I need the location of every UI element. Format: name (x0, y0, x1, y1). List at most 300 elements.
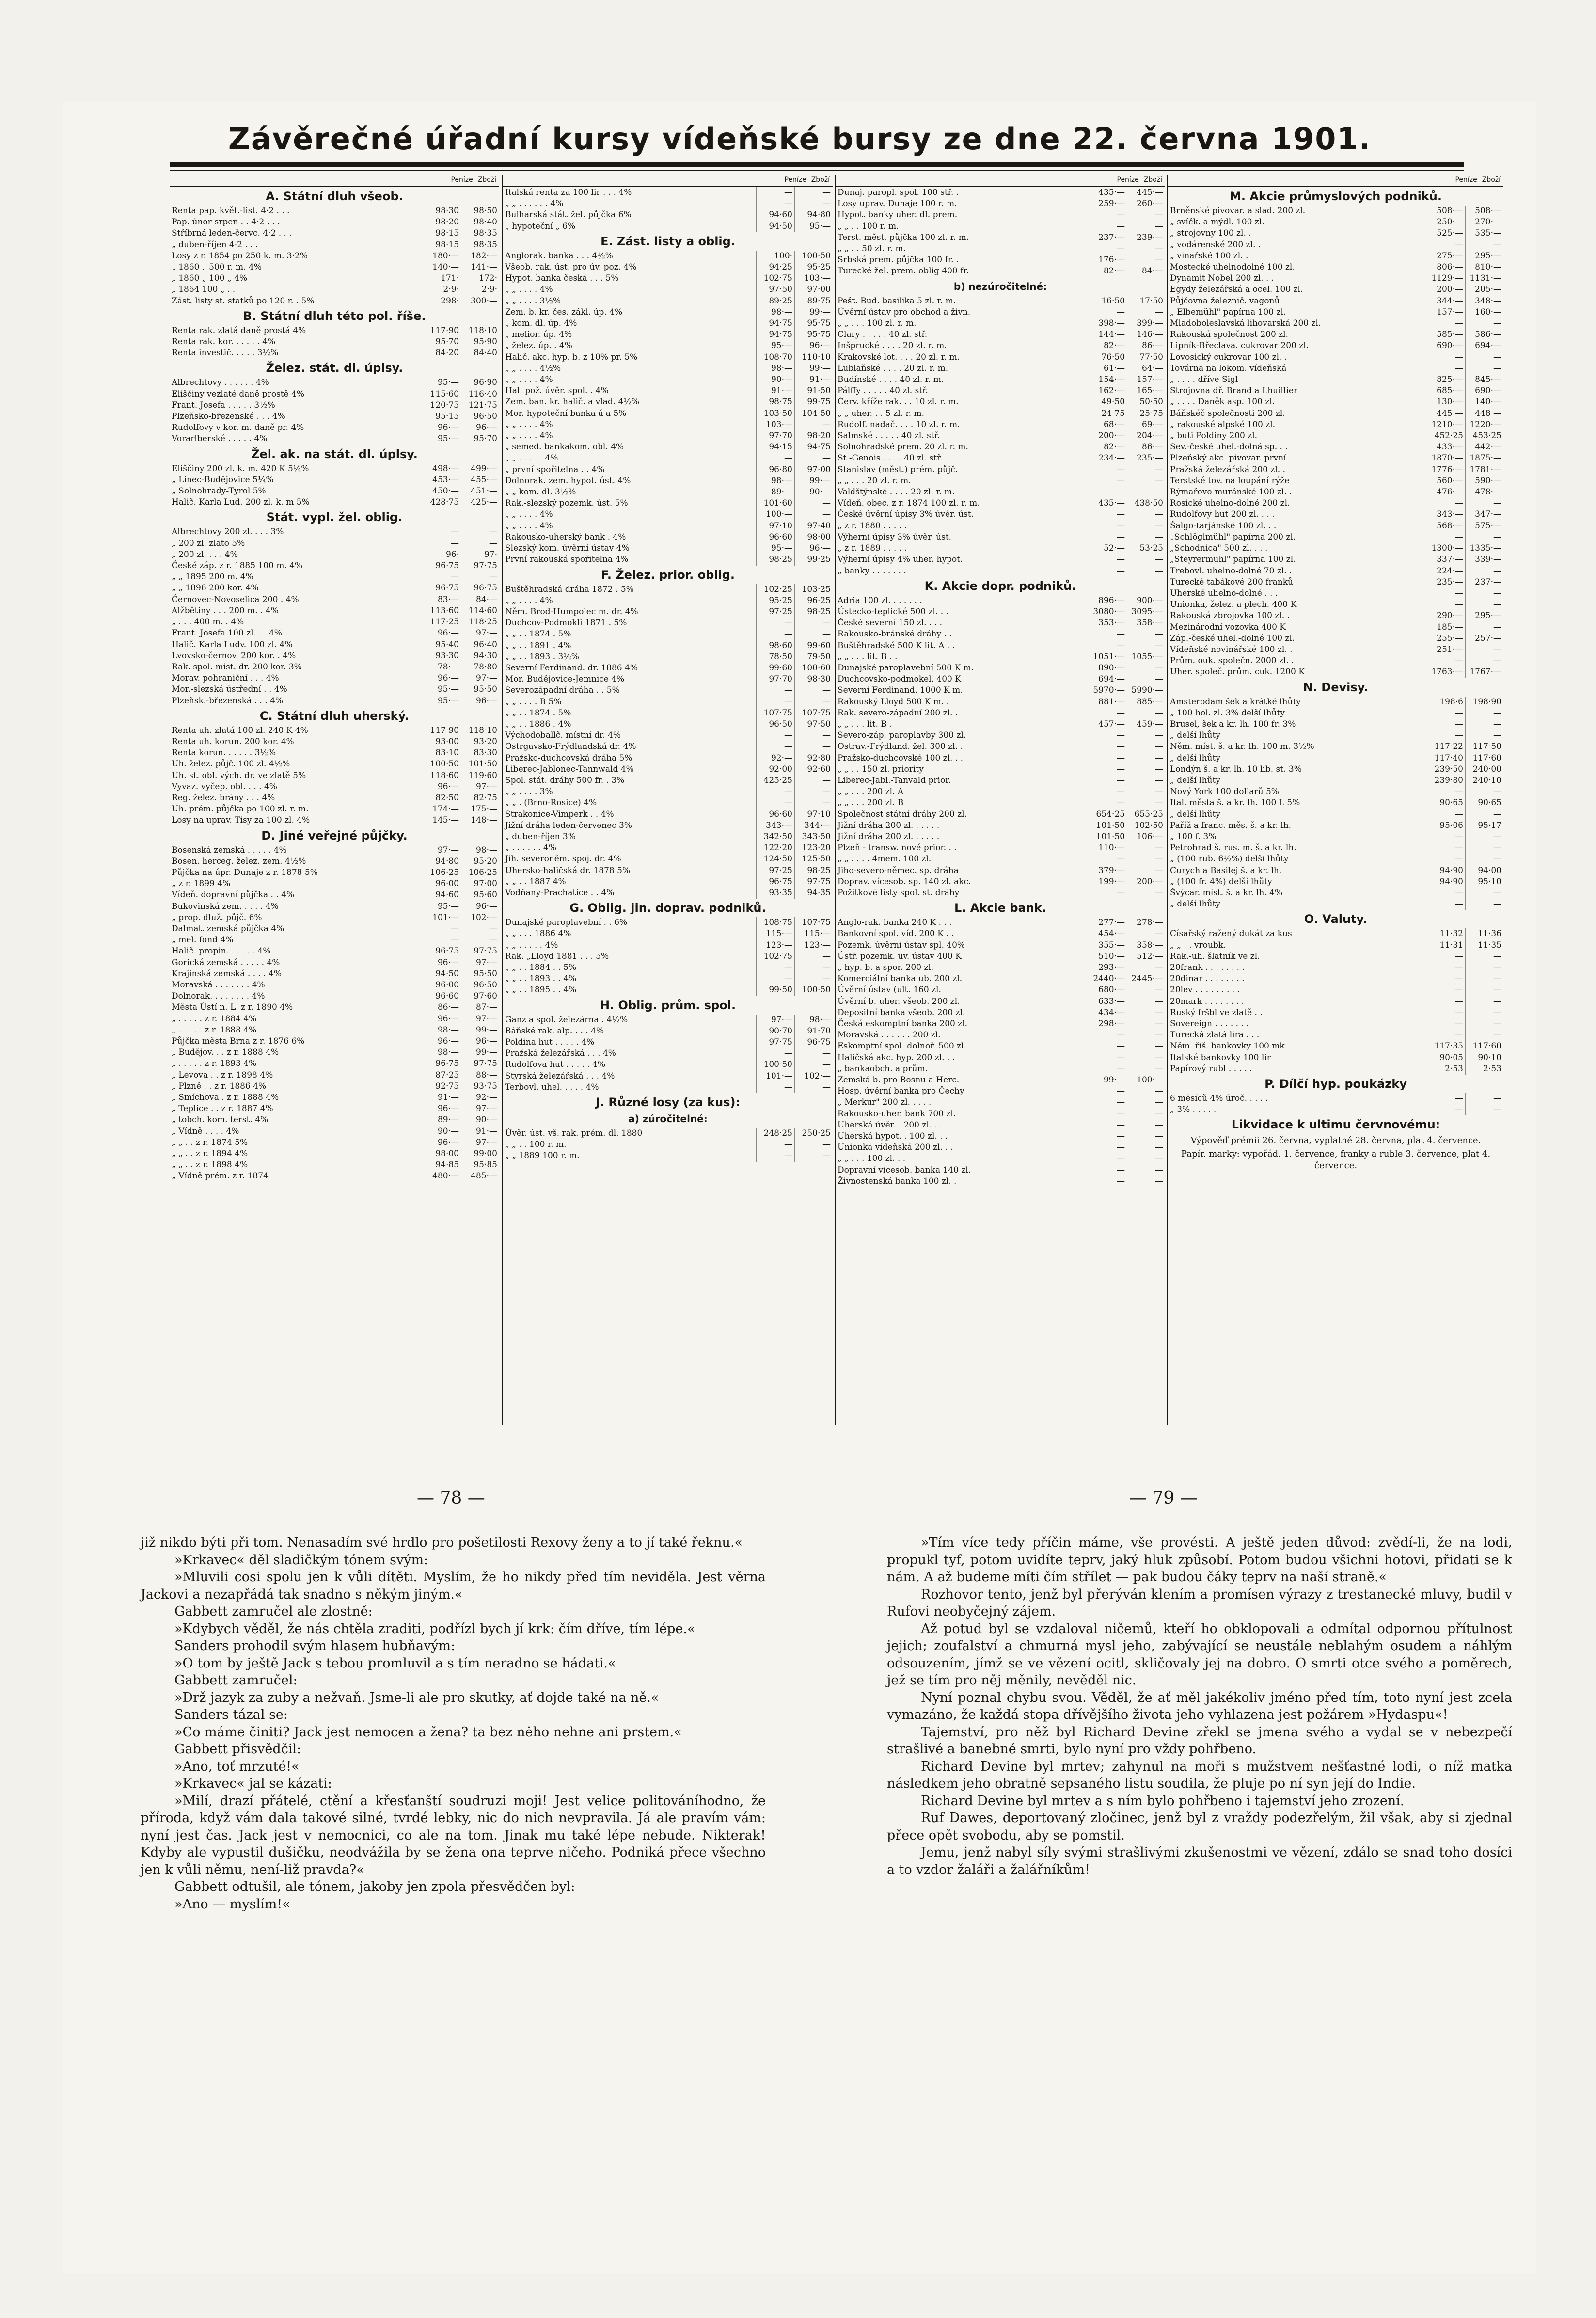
table-row (503, 521, 833, 532)
ask-price: 93·20 (461, 736, 499, 747)
ask-price: 95·85 (461, 1159, 499, 1171)
ask-price: 97·— (461, 628, 499, 639)
bid-price: — (1089, 532, 1127, 543)
bid-price: 96·75 (423, 946, 461, 957)
security-name: Pozemk. úvěrní ústav spl. 40% (838, 940, 965, 950)
table-row (503, 876, 833, 888)
exchange-rate-table (170, 175, 1502, 1425)
security-name: Solnohradské prem. 20 zl. r. m. (838, 442, 968, 452)
security-name: „ delší lhůty (1170, 753, 1220, 763)
bid-price: 825·— (1427, 374, 1465, 385)
bid-price: 99·50 (756, 984, 794, 996)
security-name: „ vodárenské 200 zl. . (1170, 239, 1261, 250)
security-name: Budínské . . . . 40 zl. r. m. (838, 375, 944, 385)
security-name: Brusel, šek a kr. lh. 100 fr. 3% (1170, 719, 1296, 729)
table-row (836, 1007, 1165, 1018)
table-row (1168, 487, 1503, 498)
bid-price: 96·— (423, 1014, 461, 1025)
paragraph: Sanders tázal se: (174, 1707, 288, 1722)
security-name: „ „ . . . lit. B . . (838, 651, 898, 662)
bid-price: 101·50 (1089, 820, 1127, 831)
table-row (1168, 1064, 1503, 1075)
security-name: Dopravní vícesob. banka 140 zl. (838, 1165, 971, 1175)
ask-price: 92·— (461, 1092, 499, 1103)
bid-price: — (756, 786, 794, 797)
bid-price: 97·— (756, 1015, 794, 1026)
table-row (503, 697, 833, 708)
table-row (836, 917, 1165, 928)
table-row (503, 629, 833, 640)
bid-price: 98·15 (423, 239, 461, 251)
ask-price: 97·75 (461, 1058, 499, 1069)
ask-price: 117·60 (1465, 1041, 1503, 1052)
ask-price: — (1127, 1142, 1165, 1153)
table-row (170, 377, 499, 388)
security-name: Dunajské paroplavební . . 6% (505, 918, 628, 928)
security-name: Unionka, želez. a plech. 400 K (1170, 600, 1297, 610)
table-row (170, 605, 499, 617)
bid-price: — (1089, 221, 1127, 232)
ask-price: — (794, 618, 833, 629)
security-name: Rak.-slezský pozemk. úst. 5% (505, 498, 628, 508)
table-row (170, 594, 499, 605)
ask-price: 204·— (1127, 430, 1165, 442)
bid-price: — (756, 697, 794, 708)
ask-price: 97·75 (461, 946, 499, 957)
bid-price: 87·25 (423, 1070, 461, 1081)
ask-price: 97·75 (461, 560, 499, 572)
bid-price: — (1089, 554, 1127, 565)
security-name: Vyvaz. vyčep. obl. . . . 4% (172, 781, 277, 792)
ask-price: 344·— (794, 820, 833, 831)
ask-price: — (1127, 1153, 1165, 1164)
ask-price: 91·50 (794, 385, 833, 397)
bid-price: 94·90 (1427, 876, 1465, 888)
ask-price: 810·— (1465, 262, 1503, 273)
ask-price: 95·17 (1465, 820, 1503, 831)
section-heading: M. Akcie průmyslových podniků. (1229, 190, 1442, 203)
ask-price: — (794, 198, 833, 209)
ask-price: 575·— (1465, 521, 1503, 532)
table-row (503, 363, 833, 374)
table-row (170, 1025, 499, 1036)
bid-price: — (1427, 809, 1465, 820)
ask-price: 102·50 (1127, 820, 1165, 831)
table-row (1168, 831, 1503, 842)
bid-price: — (1089, 854, 1127, 865)
bid-price: — (423, 572, 461, 583)
ask-price: 96·75 (794, 1037, 833, 1048)
ask-price: — (1127, 1109, 1165, 1120)
security-name: Terst. měst. půjčka 100 zl. r. m. (838, 232, 969, 242)
bid-price: 96·— (423, 422, 461, 433)
security-name: „ rakouské alpské 100 zl. (1170, 419, 1276, 429)
bid-price: 96·60 (423, 991, 461, 1002)
ask-price: — (1127, 1030, 1165, 1041)
security-name: „ „ . . . lit. B . (838, 719, 892, 729)
ask-price: 97·— (461, 1137, 499, 1148)
ask-price: 2·9· (461, 284, 499, 295)
section-heading: E. Zást. listy a oblig. (600, 234, 735, 248)
security-name: Mostecké uhelnodolné 100 zl. (1170, 262, 1295, 272)
table-row (836, 476, 1165, 487)
bid-price: — (1427, 588, 1465, 599)
table-row (503, 730, 833, 741)
security-name: „ . . . 400 m. . 4% (172, 617, 244, 627)
bid-price: 96·— (423, 1103, 461, 1114)
table-row (170, 1014, 499, 1025)
bid-price: 78·50 (756, 651, 794, 663)
table-row (836, 187, 1165, 198)
bid-price: 337·— (1427, 554, 1465, 565)
security-name: „ „ . . . 200 zl. B (838, 798, 904, 808)
bid-price: 106·25 (423, 867, 461, 878)
bid-price: 96·00 (423, 878, 461, 889)
page-number-right: — 79 — (1129, 1488, 1198, 1508)
paper-sheet (63, 102, 1536, 2273)
bid-price: — (1427, 1030, 1465, 1041)
security-name: Severní Ferdinand. dr. 1886 4% (505, 663, 638, 673)
bid-price: 95·25 (756, 595, 794, 606)
table-row (1168, 940, 1503, 951)
ask-price: — (1465, 318, 1503, 329)
bid-price: 95·— (423, 377, 461, 388)
security-name: Úvěrní ústav pro obchod a živn. (838, 307, 971, 317)
table-row (503, 442, 833, 453)
table-row (170, 867, 499, 878)
ask-price: 90·— (461, 1114, 499, 1126)
bid-price: 115·60 (423, 389, 461, 400)
table-row (1168, 899, 1503, 910)
bid-price: 162·— (1089, 385, 1127, 397)
security-name: „ melior. úp. 4% (505, 330, 572, 340)
ask-price: 96·75 (461, 583, 499, 594)
security-name: Rakouská zbrojovka 100 zl. . (1170, 611, 1290, 621)
security-name: Plzeňsk.-březenská . . . 4% (172, 696, 284, 706)
ask-price: 96·— (794, 340, 833, 351)
table-row (836, 487, 1165, 498)
security-name: Poldina hut . . . . . 4% (505, 1037, 595, 1048)
section-heading: B. Státní dluh této pol. říše. (243, 309, 426, 323)
bid-price: 86·— (423, 1002, 461, 1013)
ask-price: 1875·— (1465, 453, 1503, 464)
bid-price: 450·— (423, 486, 461, 497)
table-row (836, 831, 1165, 842)
ask-price: 106·— (1127, 831, 1165, 842)
security-name: „ „ . . . 100 zl. r. m. (838, 318, 917, 329)
ask-price: — (1127, 566, 1165, 577)
security-name: Uherské uhelno-dolné . . . (1170, 588, 1278, 598)
security-name: Plzeň - transw. nové prior. . . (838, 843, 957, 853)
security-name: „ „ . . . 200 zl. A (838, 787, 904, 797)
ask-price: 343·50 (794, 831, 833, 842)
security-name: Duchcovsko-podmokel. 400 K (838, 674, 961, 684)
bid-price: 101·60 (756, 498, 794, 509)
column-header (1168, 175, 1503, 187)
table-row (836, 940, 1165, 951)
security-name: Slezský kom. úvěrní ústav 4% (505, 543, 630, 554)
ask-price: 97·— (461, 1014, 499, 1025)
table-row (170, 1070, 499, 1081)
bid-price: 96·80 (756, 464, 794, 476)
ask-price: 175·— (461, 804, 499, 815)
ask-price: 64·— (1127, 363, 1165, 374)
bid-price: 457·— (1089, 719, 1127, 730)
ask-price: 1781·— (1465, 464, 1503, 476)
ask-price: 11·35 (1465, 940, 1503, 951)
bid-price: 95·— (756, 543, 794, 554)
bid-price: 568·— (1427, 521, 1465, 532)
ask-price: — (794, 498, 833, 509)
table-row (1168, 543, 1503, 554)
ask-price: — (1127, 243, 1165, 254)
bid-price: — (1427, 532, 1465, 543)
security-name: Renta rak. kor. . . . . . 4% (172, 337, 276, 347)
table-row (170, 475, 499, 486)
table-row (836, 296, 1165, 307)
table-row (1168, 719, 1503, 730)
ask-price: 100·50 (794, 984, 833, 996)
paragraph: Sanders prohodil svým hlasem hubňavým: (174, 1638, 456, 1653)
table-row (503, 786, 833, 797)
ask-price: 98·20 (794, 430, 833, 442)
table-row (170, 1171, 499, 1182)
table-row (1168, 521, 1503, 532)
bid-price: — (1089, 786, 1127, 797)
ask-price: 96·25 (794, 595, 833, 606)
page-number-left: — 78 — (417, 1488, 485, 1508)
ask-price: — (1127, 797, 1165, 809)
bid-price: — (1427, 1007, 1465, 1018)
security-name: Severní Ferdinand. 1000 K m. (838, 685, 963, 696)
table-row (1168, 566, 1503, 577)
table-row (503, 453, 833, 464)
bid-price: — (1089, 521, 1127, 532)
ask-price: 96·— (461, 1036, 499, 1047)
ask-price: — (794, 187, 833, 198)
bid-price: — (1089, 1176, 1127, 1187)
table-row (836, 1142, 1165, 1153)
ask-price: 182·— (461, 251, 499, 262)
bid-price: 89·25 (756, 296, 794, 307)
bid-price: 82·50 (423, 793, 461, 804)
security-name: Uher. společ. prům. cuk. 1200 K (1170, 667, 1305, 677)
bid-price: 97·70 (756, 430, 794, 442)
security-name: Rakousko-bránské dráhy . . (838, 629, 952, 639)
table-row (1168, 854, 1503, 865)
table-row (503, 296, 833, 307)
security-name: „ 1860 „ 100 „ 4% (172, 273, 248, 284)
ask-price: — (1465, 498, 1503, 509)
table-row (836, 198, 1165, 209)
bid-price: — (1427, 599, 1465, 610)
table-row (503, 273, 833, 284)
header-money: Peníze (1455, 176, 1477, 184)
bid-price: 1210·— (1427, 419, 1465, 430)
ask-price: — (1127, 254, 1165, 266)
table-row (503, 595, 833, 606)
security-name: Jižní dráha 200 zl. . . . . . (838, 820, 940, 830)
ask-price: 98·40 (461, 217, 499, 228)
bid-price: 5970·— (1089, 685, 1127, 696)
ask-price: 240·10 (1465, 775, 1503, 786)
bid-price: — (756, 1082, 794, 1093)
table-row (1168, 352, 1503, 363)
security-name: Pražsko-duchcovská dráha 5% (505, 753, 632, 763)
bid-price: 200·— (1089, 430, 1127, 442)
security-name: Rakouská společnost 200 zl. (1170, 330, 1289, 340)
bid-price: 96·75 (423, 1058, 461, 1069)
table-row (1168, 228, 1503, 239)
table-row (1168, 865, 1503, 876)
table-row (503, 708, 833, 719)
section-heading: Želez. stát. dl. úplsy. (266, 361, 403, 375)
bid-price: 94·90 (1427, 865, 1465, 876)
ask-price: 1220·— (1465, 419, 1503, 430)
table-row (503, 476, 833, 487)
ask-price: 95·90 (461, 336, 499, 348)
bid-price: 96·75 (423, 560, 461, 572)
table-row (170, 980, 499, 991)
security-name: Italské bankovky 100 lir (1170, 1052, 1271, 1063)
table-row (1168, 532, 1503, 543)
table-row (1168, 217, 1503, 228)
security-name: Uh. st. obl. vých. dr. ve zlatě 5% (172, 770, 306, 780)
paragraph: »Drž jazyk za zuby a nežvaň. Jsme-li ale pro skutky, ať dojde také na ně.« (174, 1690, 659, 1705)
table-row (1168, 262, 1503, 273)
security-name: „Schodnica" 500 zl. . . . (1170, 543, 1268, 554)
security-name: Rak.-uh. šlatník ve zl. (1170, 951, 1260, 961)
table-row (170, 923, 499, 935)
bid-price: 96·— (423, 1036, 461, 1047)
table-row (170, 736, 499, 747)
ask-price: 123·— (794, 940, 833, 951)
ask-price: — (1127, 1120, 1165, 1131)
ask-price: — (1127, 1041, 1165, 1052)
bid-price: — (1089, 1030, 1127, 1041)
paragraph: již nikdo býti při tom. Nenasadím své hrdlo pro pošetilosti Rexovy ženy a to jí také řeknu.« (141, 1535, 743, 1550)
security-name: Mor. Budějovice-Jemnice 4% (505, 674, 625, 684)
bid-price: 52·— (1089, 543, 1127, 554)
ask-price: 102·— (794, 1071, 833, 1082)
security-name: „ „ . . . . 4% (505, 521, 553, 531)
bid-price: 94·85 (423, 1159, 461, 1171)
table-row (836, 606, 1165, 618)
security-name: Valdštýnské . . . . 20 zl. r. m. (838, 487, 955, 497)
bid-price: 94·50 (756, 221, 794, 232)
ask-price: 95·50 (461, 968, 499, 980)
table-row (503, 509, 833, 520)
security-name: Renta korun. . . . . . 3½% (172, 748, 276, 758)
bid-price: 896·— (1089, 595, 1127, 606)
table-row (170, 273, 499, 284)
security-name: Uherská úvěr. . 200 zl. . . (838, 1120, 942, 1130)
security-name: „ „ . . . 20 zl. r. m. (838, 476, 911, 486)
ask-price: — (1465, 984, 1503, 996)
security-name: Lovosický cukrovar 100 zl. . (1170, 352, 1287, 362)
bid-price: 454·— (1089, 928, 1127, 939)
bid-price: 82·— (1089, 340, 1127, 351)
title-rule-thick (170, 162, 1464, 167)
bid-price: 49·50 (1089, 397, 1127, 408)
ask-price: — (1127, 730, 1165, 741)
bid-price: — (1089, 730, 1127, 741)
security-name: Styrská železářská . . . 4% (505, 1071, 615, 1081)
ask-price: 101·50 (461, 759, 499, 770)
ask-price: 295·— (1465, 610, 1503, 621)
bid-price: 95·40 (423, 639, 461, 651)
ask-price: — (794, 786, 833, 797)
security-name: Brněnské pivovar. a slad. 200 zl. (1170, 206, 1306, 216)
table-row (170, 1081, 499, 1092)
ask-price: — (1465, 809, 1503, 820)
security-name: Rýmařovo-muránské 100 zl. . (1170, 487, 1292, 497)
security-name: „ „ . . vroubk. (1170, 940, 1226, 950)
table-row (1168, 206, 1503, 217)
ask-price: 95·25 (794, 262, 833, 273)
ask-price: — (794, 730, 833, 741)
security-name: „ „ . . z r. 1898 4% (172, 1160, 248, 1170)
security-name: „ Linec-Budějovice 5¼% (172, 475, 274, 485)
table-row (836, 951, 1165, 962)
bid-price: 84·20 (423, 348, 461, 359)
security-name: Albrechtovy 200 zl. . . . 3% (172, 527, 284, 537)
ask-price: — (1465, 962, 1503, 973)
bid-price: — (1089, 307, 1127, 318)
table-row (170, 662, 499, 673)
table-row (836, 842, 1165, 854)
section-heading: Stát. vypl. žel. oblig. (266, 510, 403, 524)
ask-price: 2445·— (1127, 973, 1165, 984)
table-row (170, 526, 499, 538)
title-rule-thin (170, 170, 1464, 171)
security-name: Eliščiny 200 zl. k. m. 420 K 5¼% (172, 463, 309, 474)
ask-price: — (794, 775, 833, 786)
ask-price: 88·— (461, 1070, 499, 1081)
bid-price: 176·— (1089, 254, 1127, 266)
security-name: „ hypoteční „ 6% (505, 221, 576, 231)
table-row (170, 1114, 499, 1126)
section-heading: G. Oblig. jin. doprav. podniků. (569, 901, 766, 915)
table-row (836, 254, 1165, 266)
ask-price: 438·50 (1127, 498, 1165, 509)
table-row (170, 628, 499, 639)
bid-price: 250·— (1427, 217, 1465, 228)
table-row (170, 912, 499, 923)
ask-price: — (1465, 842, 1503, 854)
security-name: „ „ . . z r. 1894 4% (172, 1149, 248, 1159)
column-header (170, 175, 499, 187)
security-name: „ delší lhůty (1170, 730, 1220, 741)
bid-price: 96·50 (756, 719, 794, 730)
ask-price: — (794, 697, 833, 708)
bid-price: 96·— (423, 957, 461, 968)
bid-price: 1763·— (1427, 667, 1465, 678)
ask-price: — (1127, 1165, 1165, 1176)
left-text-column (141, 1534, 766, 1913)
ask-price: 50·50 (1127, 397, 1165, 408)
table-row (1168, 753, 1503, 764)
ask-price: 94·00 (1465, 865, 1503, 876)
security-name: Anglo-rak. banka 240 K . . . (838, 918, 952, 928)
table-row (1168, 273, 1503, 284)
bid-price: 157·— (1427, 307, 1465, 318)
security-name: Renta investič. . . . . 3½% (172, 348, 279, 358)
table-row (836, 221, 1165, 232)
paragraph: »Ano, toť mrzuté!« (174, 1759, 300, 1774)
bid-price: 107·75 (756, 708, 794, 719)
security-name: Frant. Josefa . . . . . 3½% (172, 400, 275, 410)
